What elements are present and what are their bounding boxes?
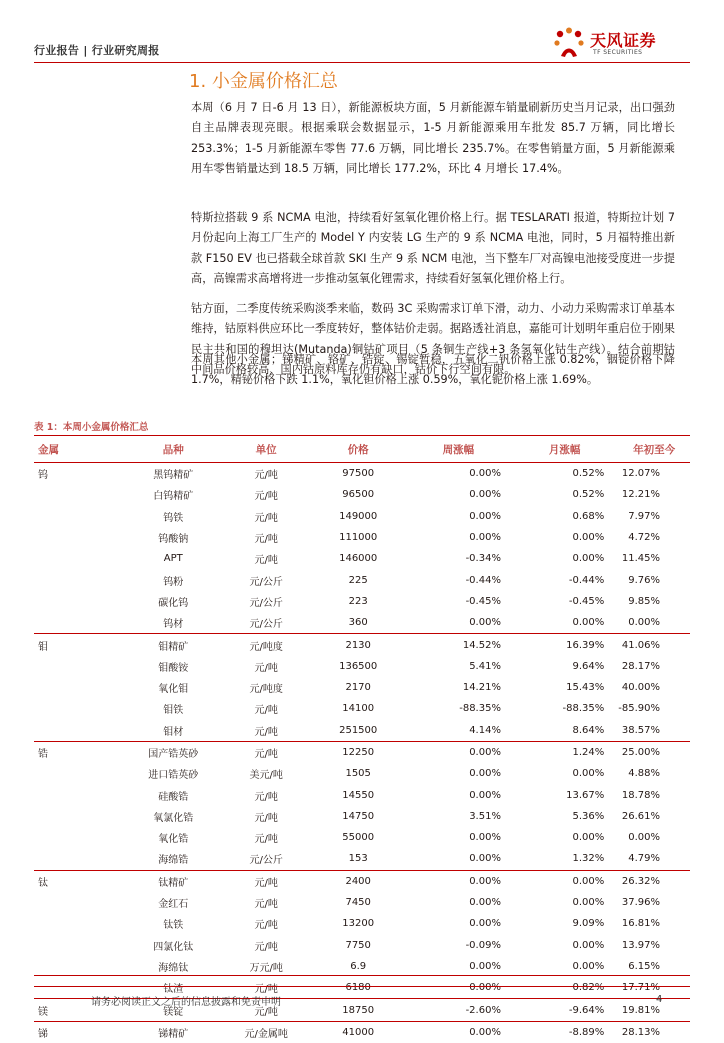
cell-variety: 钨材 bbox=[125, 612, 222, 634]
logo-mark-icon bbox=[552, 26, 586, 60]
cell-weekly-change: 0.00% bbox=[406, 506, 511, 527]
cell-price: 41000 bbox=[311, 1021, 406, 1043]
cell-unit: 元/公斤 bbox=[222, 848, 311, 870]
cell-weekly-change: 14.21% bbox=[406, 677, 511, 698]
table-header-row bbox=[34, 436, 690, 463]
cell-ytd-change: 38.57% bbox=[618, 720, 690, 742]
cell-metal bbox=[34, 677, 125, 698]
cell-weekly-change: -0.44% bbox=[406, 569, 511, 590]
paragraph-other-metals: 本周其他小金属；锑精矿、铬矿、锆锭、锡锭暂稳，五氧化二钒价格上涨 0.82%，铟锭价格下降 1.7%，精铋价格下跌 1.1%，氧化钽价格上涨 0.59%，氧化铌价格上涨 1.69%。 bbox=[191, 350, 675, 391]
cell-weekly-change: 0.00% bbox=[406, 870, 511, 892]
cell-weekly-change: 0.00% bbox=[406, 1021, 511, 1043]
cell-variety: 海绵锆 bbox=[125, 848, 222, 870]
cell-ytd-change: 4.88% bbox=[618, 763, 690, 784]
page-number: 4 bbox=[656, 994, 662, 1005]
cell-monthly-change: 0.00% bbox=[511, 612, 618, 634]
cell-ytd-change: 16.81% bbox=[618, 913, 690, 934]
section-title: 1. 小金属价格汇总 bbox=[189, 67, 338, 93]
cell-price: 14750 bbox=[311, 806, 406, 827]
logo-text-en: TF SECURITIES bbox=[593, 49, 642, 56]
cell-metal: 钨 bbox=[34, 463, 125, 485]
table-row bbox=[34, 913, 690, 934]
cell-weekly-change: 14.52% bbox=[406, 634, 511, 656]
footer-disclaimer: 请务必阅读正文之后的信息披露和免责申明 bbox=[91, 993, 281, 1008]
cell-price: 360 bbox=[311, 612, 406, 634]
cell-unit: 元/吨 bbox=[222, 463, 311, 485]
table-row bbox=[34, 784, 690, 805]
cell-unit: 元/吨 bbox=[222, 506, 311, 527]
cell-ytd-change: 12.07% bbox=[618, 463, 690, 485]
cell-ytd-change: 4.79% bbox=[618, 848, 690, 870]
cell-weekly-change: 4.14% bbox=[406, 720, 511, 742]
table-row bbox=[34, 848, 690, 870]
column-header-weekly-change: 周涨幅 bbox=[406, 436, 511, 463]
table-row bbox=[34, 698, 690, 719]
cell-variety: 碳化钨 bbox=[125, 591, 222, 612]
cell-unit: 元/吨度 bbox=[222, 634, 311, 656]
cell-variety: 氧化锆 bbox=[125, 827, 222, 848]
cell-price: 18750 bbox=[311, 999, 406, 1021]
cell-monthly-change: 0.00% bbox=[511, 548, 618, 569]
cell-variety: 钛铁 bbox=[125, 913, 222, 934]
cell-unit: 元/吨 bbox=[222, 484, 311, 505]
cell-ytd-change: 0.00% bbox=[618, 827, 690, 848]
cell-price: 7450 bbox=[311, 892, 406, 913]
cell-weekly-change: 0.00% bbox=[406, 892, 511, 913]
table-row bbox=[34, 463, 690, 485]
cell-metal: 镁 bbox=[34, 999, 125, 1021]
cell-metal bbox=[34, 506, 125, 527]
cell-metal bbox=[34, 806, 125, 827]
cell-metal: 锆 bbox=[34, 741, 125, 763]
cell-unit: 元/吨 bbox=[222, 720, 311, 742]
cell-price: 2400 bbox=[311, 870, 406, 892]
cell-weekly-change: 0.00% bbox=[406, 763, 511, 784]
cell-monthly-change: -0.44% bbox=[511, 569, 618, 590]
table-row bbox=[34, 484, 690, 505]
column-header-metal: 金属 bbox=[34, 436, 125, 463]
header-divider bbox=[34, 62, 690, 63]
cell-weekly-change: 0.00% bbox=[406, 848, 511, 870]
cell-variety: 锑精矿 bbox=[125, 1021, 222, 1043]
cell-price: 7750 bbox=[311, 935, 406, 956]
table-row bbox=[34, 634, 690, 656]
cell-monthly-change: 0.00% bbox=[511, 892, 618, 913]
cell-monthly-change: 9.09% bbox=[511, 913, 618, 934]
cell-monthly-change: 0.82% bbox=[511, 977, 618, 999]
breadcrumb: 行业报告 | 行业研究周报 bbox=[34, 42, 160, 58]
table-row bbox=[34, 870, 690, 892]
cell-price: 6180 bbox=[311, 977, 406, 999]
cell-price: 12250 bbox=[311, 741, 406, 763]
metal-price-table bbox=[34, 436, 690, 1043]
cell-ytd-change: -85.90% bbox=[618, 698, 690, 719]
cell-unit: 元/吨 bbox=[222, 698, 311, 719]
cell-variety: 金红石 bbox=[125, 892, 222, 913]
cell-ytd-change: 40.00% bbox=[618, 677, 690, 698]
cell-ytd-change: 11.45% bbox=[618, 548, 690, 569]
paragraph-lithium: 特斯拉搭载 9 系 NCMA 电池，持续看好氢氧化锂价格上行。据 TESLARATI 报道，特斯拉计划 7 月份起向上海工厂生产的 Model Y 内安装 LG 生产的 9 系 NCMA 电池，同时，5 月福特推出新款 F150 EV 也已搭载全球首款 SKI 生产 9 系 NCM 电池，当下整车厂对高镍电池接受度进一步提高，高镍需求高增将进一步推动氢氧化锂需求，持续看好氢氧化锂价格上行。 bbox=[191, 208, 675, 289]
cell-price: 251500 bbox=[311, 720, 406, 742]
table-row bbox=[34, 763, 690, 784]
cell-unit: 元/吨 bbox=[222, 870, 311, 892]
cell-monthly-change: 0.68% bbox=[511, 506, 618, 527]
cell-ytd-change: 41.06% bbox=[618, 634, 690, 656]
cell-unit: 美元/吨 bbox=[222, 763, 311, 784]
cell-metal: 钼 bbox=[34, 634, 125, 656]
cell-ytd-change: 17.71% bbox=[618, 977, 690, 999]
cell-weekly-change: -0.09% bbox=[406, 935, 511, 956]
cell-metal bbox=[34, 527, 125, 548]
logo-text-cn: 天风证券 bbox=[590, 28, 656, 51]
cell-ytd-change: 6.15% bbox=[618, 956, 690, 977]
table-row bbox=[34, 720, 690, 742]
cell-metal bbox=[34, 720, 125, 742]
cell-ytd-change: 19.81% bbox=[618, 999, 690, 1021]
table-row bbox=[34, 935, 690, 956]
cell-unit: 元/吨度 bbox=[222, 677, 311, 698]
cell-ytd-change: 26.32% bbox=[618, 870, 690, 892]
table-row bbox=[34, 506, 690, 527]
cell-metal bbox=[34, 569, 125, 590]
cell-weekly-change: -2.60% bbox=[406, 999, 511, 1021]
footer-divider bbox=[34, 986, 690, 987]
cell-metal bbox=[34, 848, 125, 870]
cell-variety: 钨酸钠 bbox=[125, 527, 222, 548]
cell-price: 13200 bbox=[311, 913, 406, 934]
cell-variety: 钨粉 bbox=[125, 569, 222, 590]
cell-variety: 钨铁 bbox=[125, 506, 222, 527]
cell-weekly-change: 5.41% bbox=[406, 656, 511, 677]
cell-ytd-change: 0.00% bbox=[618, 612, 690, 634]
cell-weekly-change: 3.51% bbox=[406, 806, 511, 827]
cell-variety: 镁锭 bbox=[125, 999, 222, 1021]
cell-variety: 硅酸锆 bbox=[125, 784, 222, 805]
cell-variety: 四氯化钛 bbox=[125, 935, 222, 956]
cell-metal bbox=[34, 612, 125, 634]
cell-monthly-change: -8.89% bbox=[511, 1021, 618, 1043]
cell-price: 2130 bbox=[311, 634, 406, 656]
table-row bbox=[34, 591, 690, 612]
cell-monthly-change: 13.67% bbox=[511, 784, 618, 805]
cell-ytd-change: 25.00% bbox=[618, 741, 690, 763]
cell-price: 153 bbox=[311, 848, 406, 870]
cell-price: 14550 bbox=[311, 784, 406, 805]
cell-monthly-change: 0.52% bbox=[511, 484, 618, 505]
column-header-ytd-change: 年初至今 bbox=[618, 436, 690, 463]
cell-weekly-change: 0.00% bbox=[406, 784, 511, 805]
cell-monthly-change: 16.39% bbox=[511, 634, 618, 656]
cell-unit: 元/吨 bbox=[222, 827, 311, 848]
cell-monthly-change: 0.00% bbox=[511, 763, 618, 784]
cell-monthly-change: 1.24% bbox=[511, 741, 618, 763]
table-row bbox=[34, 656, 690, 677]
cell-unit: 元/公斤 bbox=[222, 612, 311, 634]
cell-price: 96500 bbox=[311, 484, 406, 505]
cell-monthly-change: 15.43% bbox=[511, 677, 618, 698]
cell-unit: 元/吨 bbox=[222, 548, 311, 569]
cell-variety: APT bbox=[125, 548, 222, 569]
cell-price: 223 bbox=[311, 591, 406, 612]
cell-metal bbox=[34, 484, 125, 505]
cell-price: 136500 bbox=[311, 656, 406, 677]
cell-variety: 钼材 bbox=[125, 720, 222, 742]
cell-weekly-change: -88.35% bbox=[406, 698, 511, 719]
table-caption: 表 1：本周小金属价格汇总 bbox=[34, 419, 148, 433]
cell-monthly-change: -0.45% bbox=[511, 591, 618, 612]
cell-monthly-change: 0.00% bbox=[511, 956, 618, 977]
table-bottom-divider bbox=[34, 975, 690, 976]
cell-weekly-change: 0.00% bbox=[406, 956, 511, 977]
table-row bbox=[34, 827, 690, 848]
cell-monthly-change: 0.00% bbox=[511, 827, 618, 848]
cell-variety: 钼酸铵 bbox=[125, 656, 222, 677]
cell-price: 149000 bbox=[311, 506, 406, 527]
cell-unit: 元/吨 bbox=[222, 784, 311, 805]
cell-variety: 钼精矿 bbox=[125, 634, 222, 656]
cell-variety: 氧氯化锆 bbox=[125, 806, 222, 827]
cell-metal: 钛 bbox=[34, 870, 125, 892]
cell-price: 225 bbox=[311, 569, 406, 590]
cell-monthly-change: 0.00% bbox=[511, 527, 618, 548]
table-row bbox=[34, 892, 690, 913]
cell-unit: 元/吨 bbox=[222, 999, 311, 1021]
table-row bbox=[34, 527, 690, 548]
table-row bbox=[34, 548, 690, 569]
cell-metal bbox=[34, 591, 125, 612]
cell-weekly-change: 0.00% bbox=[406, 977, 511, 999]
table-row bbox=[34, 956, 690, 977]
cell-variety: 氧化钼 bbox=[125, 677, 222, 698]
table-row bbox=[34, 612, 690, 634]
cell-ytd-change: 18.78% bbox=[618, 784, 690, 805]
cell-weekly-change: 0.00% bbox=[406, 612, 511, 634]
cell-metal bbox=[34, 827, 125, 848]
column-header-monthly-change: 月涨幅 bbox=[511, 436, 618, 463]
cell-variety: 钛精矿 bbox=[125, 870, 222, 892]
cell-ytd-change: 26.61% bbox=[618, 806, 690, 827]
paragraph-cobalt: 钴方面，二季度传统采购淡季来临，数码 3C 采购需求订单下滑，动力、小动力采购需求订单基本维持，钴原料供应环比一季度转好，整体钴价走弱。据路透社消息，嘉能可计划明年重启位于刚果民主共和国的穆坦达(Mutanda)铜钴矿项目（5 条铜生产线+3 条氢氧化钴生产线）。结合前期钴中间品价格较高、国内钴原料库存仍有缺口，钴价下行空间有限。 bbox=[191, 299, 675, 380]
table-row bbox=[34, 741, 690, 763]
cell-unit: 元/公斤 bbox=[222, 591, 311, 612]
cell-weekly-change: -0.45% bbox=[406, 591, 511, 612]
cell-ytd-change: 9.76% bbox=[618, 569, 690, 590]
cell-ytd-change: 4.72% bbox=[618, 527, 690, 548]
cell-monthly-change: 1.32% bbox=[511, 848, 618, 870]
cell-weekly-change: 0.00% bbox=[406, 913, 511, 934]
cell-unit: 元/吨 bbox=[222, 806, 311, 827]
cell-price: 97500 bbox=[311, 463, 406, 485]
cell-variety: 国产锆英砂 bbox=[125, 741, 222, 763]
cell-variety: 海绵钛 bbox=[125, 956, 222, 977]
cell-weekly-change: -0.34% bbox=[406, 548, 511, 569]
cell-price: 111000 bbox=[311, 527, 406, 548]
cell-ytd-change: 12.21% bbox=[618, 484, 690, 505]
cell-weekly-change: 0.00% bbox=[406, 484, 511, 505]
cell-variety: 进口锆英砂 bbox=[125, 763, 222, 784]
cell-monthly-change: 5.36% bbox=[511, 806, 618, 827]
cell-monthly-change: -9.64% bbox=[511, 999, 618, 1021]
cell-unit: 元/金属吨 bbox=[222, 1021, 311, 1043]
cell-ytd-change: 37.96% bbox=[618, 892, 690, 913]
table-body bbox=[34, 463, 690, 1043]
cell-variety: 钛渣 bbox=[125, 977, 222, 999]
cell-metal bbox=[34, 935, 125, 956]
cell-unit: 元/吨 bbox=[222, 656, 311, 677]
cell-metal: 锑 bbox=[34, 1021, 125, 1043]
cell-metal bbox=[34, 956, 125, 977]
cell-unit: 元/吨 bbox=[222, 913, 311, 934]
cell-variety: 白钨精矿 bbox=[125, 484, 222, 505]
cell-price: 146000 bbox=[311, 548, 406, 569]
cell-unit: 元/吨 bbox=[222, 935, 311, 956]
cell-monthly-change: -88.35% bbox=[511, 698, 618, 719]
company-logo bbox=[550, 24, 690, 64]
cell-metal bbox=[34, 913, 125, 934]
cell-metal bbox=[34, 763, 125, 784]
cell-monthly-change: 8.64% bbox=[511, 720, 618, 742]
cell-price: 6.9 bbox=[311, 956, 406, 977]
cell-price: 2170 bbox=[311, 677, 406, 698]
cell-ytd-change: 13.97% bbox=[618, 935, 690, 956]
table-row bbox=[34, 806, 690, 827]
cell-unit: 元/吨 bbox=[222, 741, 311, 763]
table-row bbox=[34, 569, 690, 590]
cell-monthly-change: 0.52% bbox=[511, 463, 618, 485]
cell-monthly-change: 0.00% bbox=[511, 870, 618, 892]
cell-unit: 元/吨 bbox=[222, 977, 311, 999]
column-header-price: 价格 bbox=[311, 436, 406, 463]
table-row bbox=[34, 677, 690, 698]
column-header-unit: 单位 bbox=[222, 436, 311, 463]
cell-unit: 元/公斤 bbox=[222, 569, 311, 590]
cell-monthly-change: 9.64% bbox=[511, 656, 618, 677]
cell-metal bbox=[34, 698, 125, 719]
cell-metal bbox=[34, 548, 125, 569]
column-header-variety: 品种 bbox=[125, 436, 222, 463]
cell-variety: 黑钨精矿 bbox=[125, 463, 222, 485]
cell-ytd-change: 28.17% bbox=[618, 656, 690, 677]
table-row bbox=[34, 1021, 690, 1043]
cell-ytd-change: 9.85% bbox=[618, 591, 690, 612]
cell-weekly-change: 0.00% bbox=[406, 463, 511, 485]
cell-variety: 钼铁 bbox=[125, 698, 222, 719]
cell-price: 55000 bbox=[311, 827, 406, 848]
cell-unit: 元/吨 bbox=[222, 892, 311, 913]
cell-unit: 万元/吨 bbox=[222, 956, 311, 977]
page-header bbox=[34, 38, 690, 74]
cell-ytd-change: 7.97% bbox=[618, 506, 690, 527]
cell-unit: 元/吨 bbox=[222, 527, 311, 548]
cell-metal bbox=[34, 656, 125, 677]
cell-price: 1505 bbox=[311, 763, 406, 784]
cell-ytd-change: 28.13% bbox=[618, 1021, 690, 1043]
cell-price: 14100 bbox=[311, 698, 406, 719]
paragraph-new-energy: 本周（6 月 7 日-6 月 13 日），新能源板块方面，5 月新能源车销量刷新历史当月记录，出口强劲自主品牌表现亮眼。根据乘联会数据显示，1-5 月新能源乘用车批发 85.7 万辆，同比增长 253.3%；1-5 月新能源车零售 77.6 万辆，同比增长 235.7%。在零售销量方面，5 月新能源乘用车零售销量达到 18.5 万辆，同比增长 177.2%，环比 4 月增长 17.4%。 bbox=[191, 98, 675, 179]
cell-weekly-change: 0.00% bbox=[406, 527, 511, 548]
cell-monthly-change: 0.00% bbox=[511, 935, 618, 956]
cell-metal bbox=[34, 892, 125, 913]
cell-weekly-change: 0.00% bbox=[406, 741, 511, 763]
cell-metal bbox=[34, 784, 125, 805]
cell-weekly-change: 0.00% bbox=[406, 827, 511, 848]
